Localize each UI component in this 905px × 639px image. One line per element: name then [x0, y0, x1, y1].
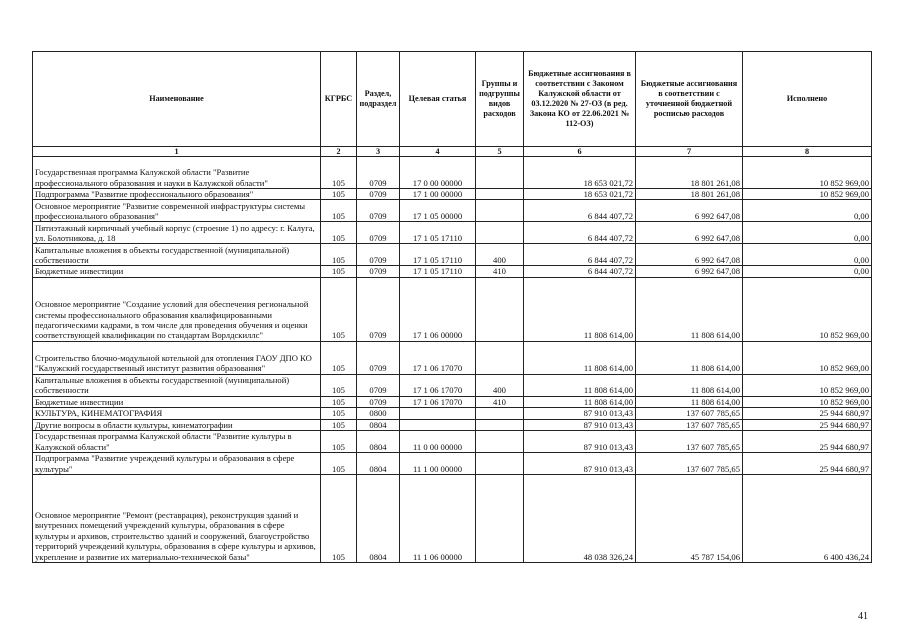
row-target: 17 1 06 00000: [400, 277, 476, 341]
row-law-amount: 87 910 013,43: [524, 431, 636, 453]
row-executed-amount: 10 852 969,00: [743, 374, 872, 396]
row-kgrbs: 105: [321, 157, 357, 189]
row-name: Капитальные вложения в объекты государственной (муниципальной) собственности: [33, 244, 321, 266]
row-law-amount: 18 653 021,72: [524, 157, 636, 189]
col-number: 8: [743, 147, 872, 157]
table-row: [33, 419, 872, 430]
row-refined-amount: 11 808 614,00: [636, 341, 743, 374]
row-refined-amount: 6 992 647,08: [636, 266, 743, 277]
row-section: 0709: [357, 341, 400, 374]
row-refined-amount: 45 787 154,06: [636, 475, 743, 563]
row-law-amount: 6 844 407,72: [524, 222, 636, 244]
row-law-amount: 87 910 013,43: [524, 453, 636, 475]
row-name: Государственная программа Калужской области "Развитие профессионального образования и науки в Калужской области": [33, 157, 321, 189]
row-groups: [476, 408, 524, 419]
row-groups: [476, 189, 524, 200]
row-law-amount: 11 808 614,00: [524, 374, 636, 396]
col-number: 1: [33, 147, 321, 157]
row-law-amount: 48 038 326,24: [524, 475, 636, 563]
row-executed-amount: 10 852 969,00: [743, 189, 872, 200]
row-executed-amount: 10 852 969,00: [743, 157, 872, 189]
row-groups: 400: [476, 244, 524, 266]
row-kgrbs: 105: [321, 408, 357, 419]
row-refined-amount: 11 808 614,00: [636, 396, 743, 407]
row-groups: [476, 277, 524, 341]
row-groups: [476, 453, 524, 475]
row-kgrbs: 105: [321, 374, 357, 396]
row-refined-amount: 137 607 785,65: [636, 453, 743, 475]
row-law-amount: 87 910 013,43: [524, 419, 636, 430]
table-row: [33, 341, 872, 374]
row-refined-amount: 11 808 614,00: [636, 277, 743, 341]
row-section: 0709: [357, 277, 400, 341]
col-header-name: Наименование: [33, 52, 321, 147]
row-kgrbs: 105: [321, 431, 357, 453]
row-law-amount: 6 844 407,72: [524, 266, 636, 277]
row-groups: [476, 157, 524, 189]
row-target: 11 1 00 00000: [400, 453, 476, 475]
row-executed-amount: 0,00: [743, 266, 872, 277]
row-kgrbs: 105: [321, 189, 357, 200]
col-header-groups: Группы и подгруппы видов расходов: [476, 52, 524, 147]
row-target: 17 1 06 17070: [400, 341, 476, 374]
row-name: Государственная программа Калужской области "Развитие культуры в Калужской области": [33, 431, 321, 453]
row-section: 0804: [357, 453, 400, 475]
row-section: 0804: [357, 419, 400, 430]
row-executed-amount: 6 400 436,24: [743, 475, 872, 563]
row-refined-amount: 6 992 647,08: [636, 244, 743, 266]
row-name: Строительство блочно-модульной котельной для отопления ГАОУ ДПО КО "Калужский государственный институт развития образования": [33, 341, 321, 374]
header-row: [33, 52, 872, 147]
row-target: 17 1 06 17070: [400, 396, 476, 407]
row-groups: 400: [476, 374, 524, 396]
table-row: [33, 453, 872, 475]
row-name: КУЛЬТУРА, КИНЕМАТОГРАФИЯ: [33, 408, 321, 419]
table-row: [33, 244, 872, 266]
col-number: 3: [357, 147, 400, 157]
row-executed-amount: 25 944 680,97: [743, 419, 872, 430]
row-groups: 410: [476, 396, 524, 407]
row-groups: [476, 431, 524, 453]
row-groups: 410: [476, 266, 524, 277]
table-body: [33, 157, 872, 563]
budget-table: [32, 51, 872, 563]
row-name: Другие вопросы в области культуры, кинематографии: [33, 419, 321, 430]
row-groups: [476, 200, 524, 222]
row-law-amount: 11 808 614,00: [524, 341, 636, 374]
row-target: 17 1 05 00000: [400, 200, 476, 222]
row-kgrbs: 105: [321, 396, 357, 407]
row-groups: [476, 222, 524, 244]
row-groups: [476, 475, 524, 563]
table-row: [33, 222, 872, 244]
row-law-amount: 87 910 013,43: [524, 408, 636, 419]
row-name: Основное мероприятие "Развитие современной инфраструктуры системы профессионального образования": [33, 200, 321, 222]
row-target: [400, 408, 476, 419]
row-refined-amount: 137 607 785,65: [636, 431, 743, 453]
row-executed-amount: 0,00: [743, 222, 872, 244]
row-section: 0709: [357, 157, 400, 189]
table-row: [33, 475, 872, 563]
col-header-kgrbs: КГРБС: [321, 52, 357, 147]
row-section: 0800: [357, 408, 400, 419]
row-executed-amount: 10 852 969,00: [743, 277, 872, 341]
row-target: 17 0 00 00000: [400, 157, 476, 189]
row-section: 0709: [357, 266, 400, 277]
row-executed-amount: 0,00: [743, 200, 872, 222]
row-section: 0709: [357, 244, 400, 266]
col-number: 2: [321, 147, 357, 157]
row-target: 17 1 05 17110: [400, 222, 476, 244]
row-name: Подпрограмма "Развитие учреждений культуры и образования в сфере культуры": [33, 453, 321, 475]
table-row: [33, 266, 872, 277]
row-kgrbs: 105: [321, 222, 357, 244]
table-row: [33, 374, 872, 396]
table-row: [33, 189, 872, 200]
row-target: [400, 419, 476, 430]
col-number: 6: [524, 147, 636, 157]
row-law-amount: 18 653 021,72: [524, 189, 636, 200]
row-section: 0804: [357, 475, 400, 563]
row-groups: [476, 419, 524, 430]
row-target: 11 1 06 00000: [400, 475, 476, 563]
row-kgrbs: 105: [321, 453, 357, 475]
row-target: 17 1 05 17110: [400, 266, 476, 277]
row-name: Бюджетные инвестиции: [33, 266, 321, 277]
col-number: 4: [400, 147, 476, 157]
row-refined-amount: 137 607 785,65: [636, 419, 743, 430]
row-section: 0709: [357, 222, 400, 244]
row-refined-amount: 6 992 647,08: [636, 200, 743, 222]
col-header-target: Целевая статья: [400, 52, 476, 147]
row-refined-amount: 18 801 261,08: [636, 189, 743, 200]
table-row: [33, 200, 872, 222]
row-kgrbs: 105: [321, 200, 357, 222]
row-section: 0709: [357, 396, 400, 407]
row-executed-amount: 25 944 680,97: [743, 431, 872, 453]
row-target: 17 1 00 00000: [400, 189, 476, 200]
column-number-row: [33, 147, 872, 157]
table-row: [33, 431, 872, 453]
row-section: 0709: [357, 200, 400, 222]
col-number: 5: [476, 147, 524, 157]
row-name: Пятиэтажный кирпичный учебный корпус (строение 1) по адресу: г. Калуга, ул. Болотникова, д. 18: [33, 222, 321, 244]
row-refined-amount: 6 992 647,08: [636, 222, 743, 244]
row-target: 17 1 06 17070: [400, 374, 476, 396]
col-header-refined: Бюджетные ассигнования в соответствии с уточненной бюджетной росписью расходов: [636, 52, 743, 147]
row-target: 11 0 00 00000: [400, 431, 476, 453]
col-header-section: Раздел, подраздел: [357, 52, 400, 147]
row-executed-amount: 10 852 969,00: [743, 396, 872, 407]
row-executed-amount: 10 852 969,00: [743, 341, 872, 374]
row-kgrbs: 105: [321, 419, 357, 430]
row-executed-amount: 25 944 680,97: [743, 408, 872, 419]
row-refined-amount: 11 808 614,00: [636, 374, 743, 396]
row-refined-amount: 18 801 261,08: [636, 157, 743, 189]
row-kgrbs: 105: [321, 244, 357, 266]
col-number: 7: [636, 147, 743, 157]
table-row: [33, 396, 872, 407]
row-executed-amount: 25 944 680,97: [743, 453, 872, 475]
row-law-amount: 11 808 614,00: [524, 396, 636, 407]
row-name: Основное мероприятие "Создание условий для обеспечения региональной системы профессионального образования квалифицированными педагогическими кадрами, в том числе для проведения обучения и оценки соответствующей квалификации по стандартам Ворлдскиллс": [33, 277, 321, 341]
page-number: 41: [858, 611, 868, 622]
row-name: Бюджетные инвестиции: [33, 396, 321, 407]
row-kgrbs: 105: [321, 341, 357, 374]
row-law-amount: 11 808 614,00: [524, 277, 636, 341]
row-name: Подпрограмма "Развитие профессионального образования": [33, 189, 321, 200]
row-section: 0709: [357, 374, 400, 396]
row-kgrbs: 105: [321, 277, 357, 341]
row-groups: [476, 341, 524, 374]
col-header-executed: Исполнено: [743, 52, 872, 147]
row-refined-amount: 137 607 785,65: [636, 408, 743, 419]
table-row: [33, 277, 872, 341]
col-header-law: Бюджетные ассигнования в соответствии с Законом Калужской области от 03.12.2020 № 27-ОЗ (в ред. Закона КО от 22.06.2021 № 112-ОЗ): [524, 52, 636, 147]
row-target: 17 1 05 17110: [400, 244, 476, 266]
row-section: 0804: [357, 431, 400, 453]
row-law-amount: 6 844 407,72: [524, 200, 636, 222]
row-section: 0709: [357, 189, 400, 200]
table-row: [33, 408, 872, 419]
row-kgrbs: 105: [321, 475, 357, 563]
row-name: Капитальные вложения в объекты государственной (муниципальной) собственности: [33, 374, 321, 396]
row-law-amount: 6 844 407,72: [524, 244, 636, 266]
table-row: [33, 157, 872, 189]
row-kgrbs: 105: [321, 266, 357, 277]
row-executed-amount: 0,00: [743, 244, 872, 266]
row-name: Основное мероприятие "Ремонт (реставрация), реконструкция зданий и внутренних помещений учреждений культуры, образования в сфере культуры и архивов, строительство зданий и сооружений, благоустройство территорий учреждений культуры, образования в сфере культуры и архивов, укрепление и развитие их материально-технической базы": [33, 475, 321, 563]
